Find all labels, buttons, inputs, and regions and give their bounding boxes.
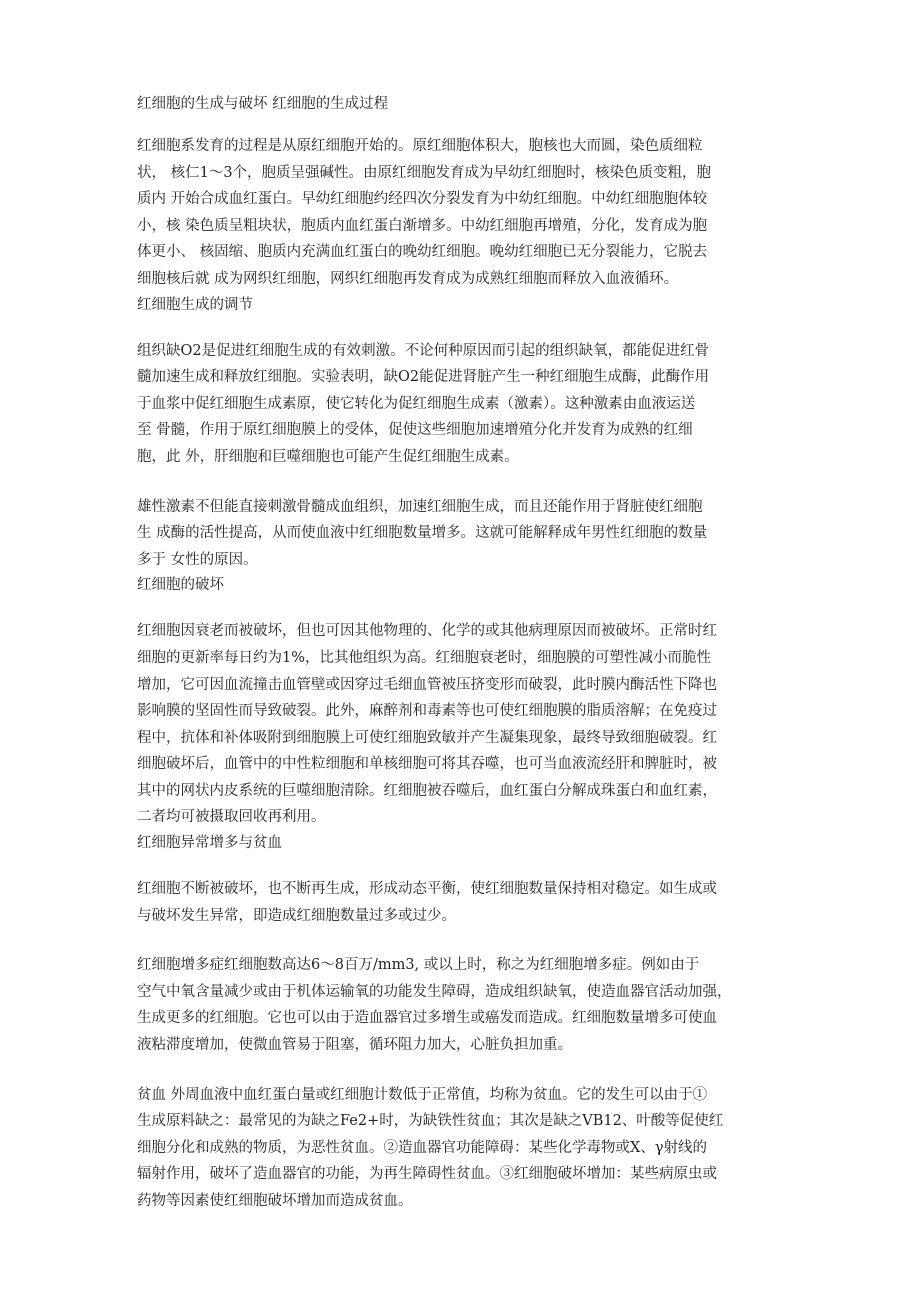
section-heading: 红细胞的破坏	[137, 577, 224, 594]
paragraph-line: 空气中氧含量减少或由于机体运输氧的功能发生障碍，造成组织缺氧，使造血器官活动加强，	[137, 983, 732, 1000]
spacer	[137, 471, 800, 494]
paragraph	[137, 876, 800, 929]
spacer	[137, 318, 800, 338]
paragraph-line: 于血浆中促红细胞生成素原，使它转化为促红细胞生成素（激素）。这种激素由血液运送	[137, 395, 696, 412]
paragraph-line: 液粘滞度增加，使微血管易于阻塞，循环阻力加大，心脏负担加重。	[137, 1037, 572, 1054]
paragraph-line: 小，核 染色质呈粗块状，胞质内血红蛋白渐增多。中幼红细胞再增殖，分化，发育成为胞	[137, 217, 708, 234]
paragraph-line: 药物等因素使红细胞破坏增加而造成贫血。	[137, 1193, 413, 1209]
paragraph-line: 贫血 外周血液中血红蛋白量或红细胞计数低于正常值，均称为贫血。它的发生可以由于①	[137, 1086, 708, 1103]
paragraph-line: 多于 女性的原因。	[137, 551, 258, 568]
paragraph	[137, 338, 800, 471]
paragraph-line: 红细胞增多症红细胞数高达6〜8百万/mm3, 或以上时，称之为红细胞增多症。例如由于	[137, 957, 700, 974]
paragraph-line: 增加，它可因血流撞击血管壁或因穿过毛细血管被压挤变形而破裂，此时膜内酶活性下降也	[137, 676, 717, 693]
paragraph-line: 细胞的更新率每日约为1%，比其他组织为高。红细胞衰老时，细胞膜的可塑性减小而脆性	[137, 649, 711, 666]
paragraph-line: 至 骨髓，作用于原红细胞膜上的受体，促使这些细胞加速增殖分化并发育为成熟的红细	[137, 422, 693, 439]
paragraph-line: 红细胞因衰老而被破坏，但也可因其他物理的、化学的或其他病理原因而被破坏。正常时红	[137, 623, 717, 640]
paragraph-line: 红细胞不断被破坏，也不断再生成，形成动态平衡，使红细胞数量保持相对稳定。如生成或	[137, 881, 717, 898]
paragraph-line: 细胞核后就 成为网织红细胞，网织红细胞再发育成为成熟红细胞而释放入血液循环。	[137, 270, 679, 287]
paragraph-line: 胞，此 外，肝细胞和巨噬细胞也可能产生促红细胞生成素。	[137, 448, 519, 465]
paragraph-line: 细胞破坏后，血管中的中性粒细胞和单核细胞可将其吞噬，也可当血液流经肝和脾脏时，被	[137, 756, 717, 773]
section-heading: 红细胞生成的调节	[137, 296, 253, 313]
paragraph-line: 生成原料缺之：最常见的为缺之Fe2+时，为缺铁性贫血；其次是缺之VB12、叶酸等促使红	[137, 1113, 724, 1130]
paragraph-line: 程中，抗体和补体吸附到细胞膜上可使红细胞致敏并产生凝集现象，最终导致细胞破裂。红	[137, 729, 717, 746]
spacer	[137, 1059, 800, 1082]
paragraph-line: 生 成酶的活性提高，从而使血液中红细胞数量增多。这就可能解释成年男性红细胞的数量	[137, 525, 708, 542]
document-page	[137, 92, 800, 1215]
paragraph	[137, 618, 800, 831]
paragraph	[137, 952, 800, 1058]
document-body	[137, 133, 800, 1215]
paragraph-line: 髓加速生成和释放红细胞。实验表明，缺O2能促进肾脏产生一种红细胞生成酶，此酶作用	[137, 369, 710, 386]
paragraph-line: 生成更多的红细胞。它也可以由于造血器官过多增生或癌发而造成。红细胞数量增多可使血	[137, 1010, 717, 1027]
paragraph	[137, 133, 800, 293]
spacer	[137, 856, 800, 876]
paragraph-line: 二者均可被摄取回收再利用。	[137, 809, 326, 826]
paragraph-line: 组织缺O2是促进红细胞生成的有效刺激。不论何种原因而引起的组织缺氧，都能促进红骨	[137, 342, 710, 359]
paragraph-line: 状， 核仁1〜3个，胞质呈强碱性。由原红细胞发育成为早幼红细胞时，核染色质变粗，胞	[137, 164, 712, 181]
paragraph-line: 体更小、 核固缩、胞质内充满血红蛋白的晚幼红细胞。晚幼红细胞已无分裂能力，它脱去	[137, 244, 708, 261]
paragraph	[137, 494, 800, 574]
section-heading: 红细胞异常增多与贫血	[137, 835, 282, 852]
spacer	[137, 929, 800, 952]
paragraph-line: 辐射作用，破坏了造血器官的功能，为再生障碍性贫血。③红细胞破坏增加：某些病原虫或	[137, 1166, 717, 1183]
paragraph-line: 质内 开始合成血红蛋白。早幼红细胞约经四次分裂发育为中幼红细胞。中幼红细胞胞体较	[137, 191, 708, 208]
paragraph-line: 雄性激素不但能直接刺激骨髓成血组织，加速红细胞生成，而且还能作用于肾脏使红细胞	[137, 498, 703, 515]
document-title: 红细胞的生成与破坏 红细胞的生成过程	[137, 96, 389, 112]
spacer	[137, 598, 800, 618]
paragraph-line: 其中的网状内皮系统的巨噬细胞清除。红细胞被吞噬后，血红蛋白分解成珠蛋白和血红素，	[137, 782, 717, 799]
paragraph	[137, 1082, 800, 1215]
paragraph-line: 细胞分化和成熟的物质，为恶性贫血。②造血器官功能障碍：某些化学毒物或X、γ射线的	[137, 1139, 707, 1156]
paragraph-line: 影响膜的坚固性而导致破裂。此外，麻醉剂和毒素等也可使红细胞膜的脂质溶解；在免疫过	[137, 703, 717, 720]
paragraph-line: 红细胞系发育的过程是从原红细胞开始的。原红细胞体积大，胞核也大而圆，染色质细粒	[137, 138, 703, 154]
paragraph-line: 与破坏发生异常，即造成红细胞数量过多或过少。	[137, 907, 456, 924]
